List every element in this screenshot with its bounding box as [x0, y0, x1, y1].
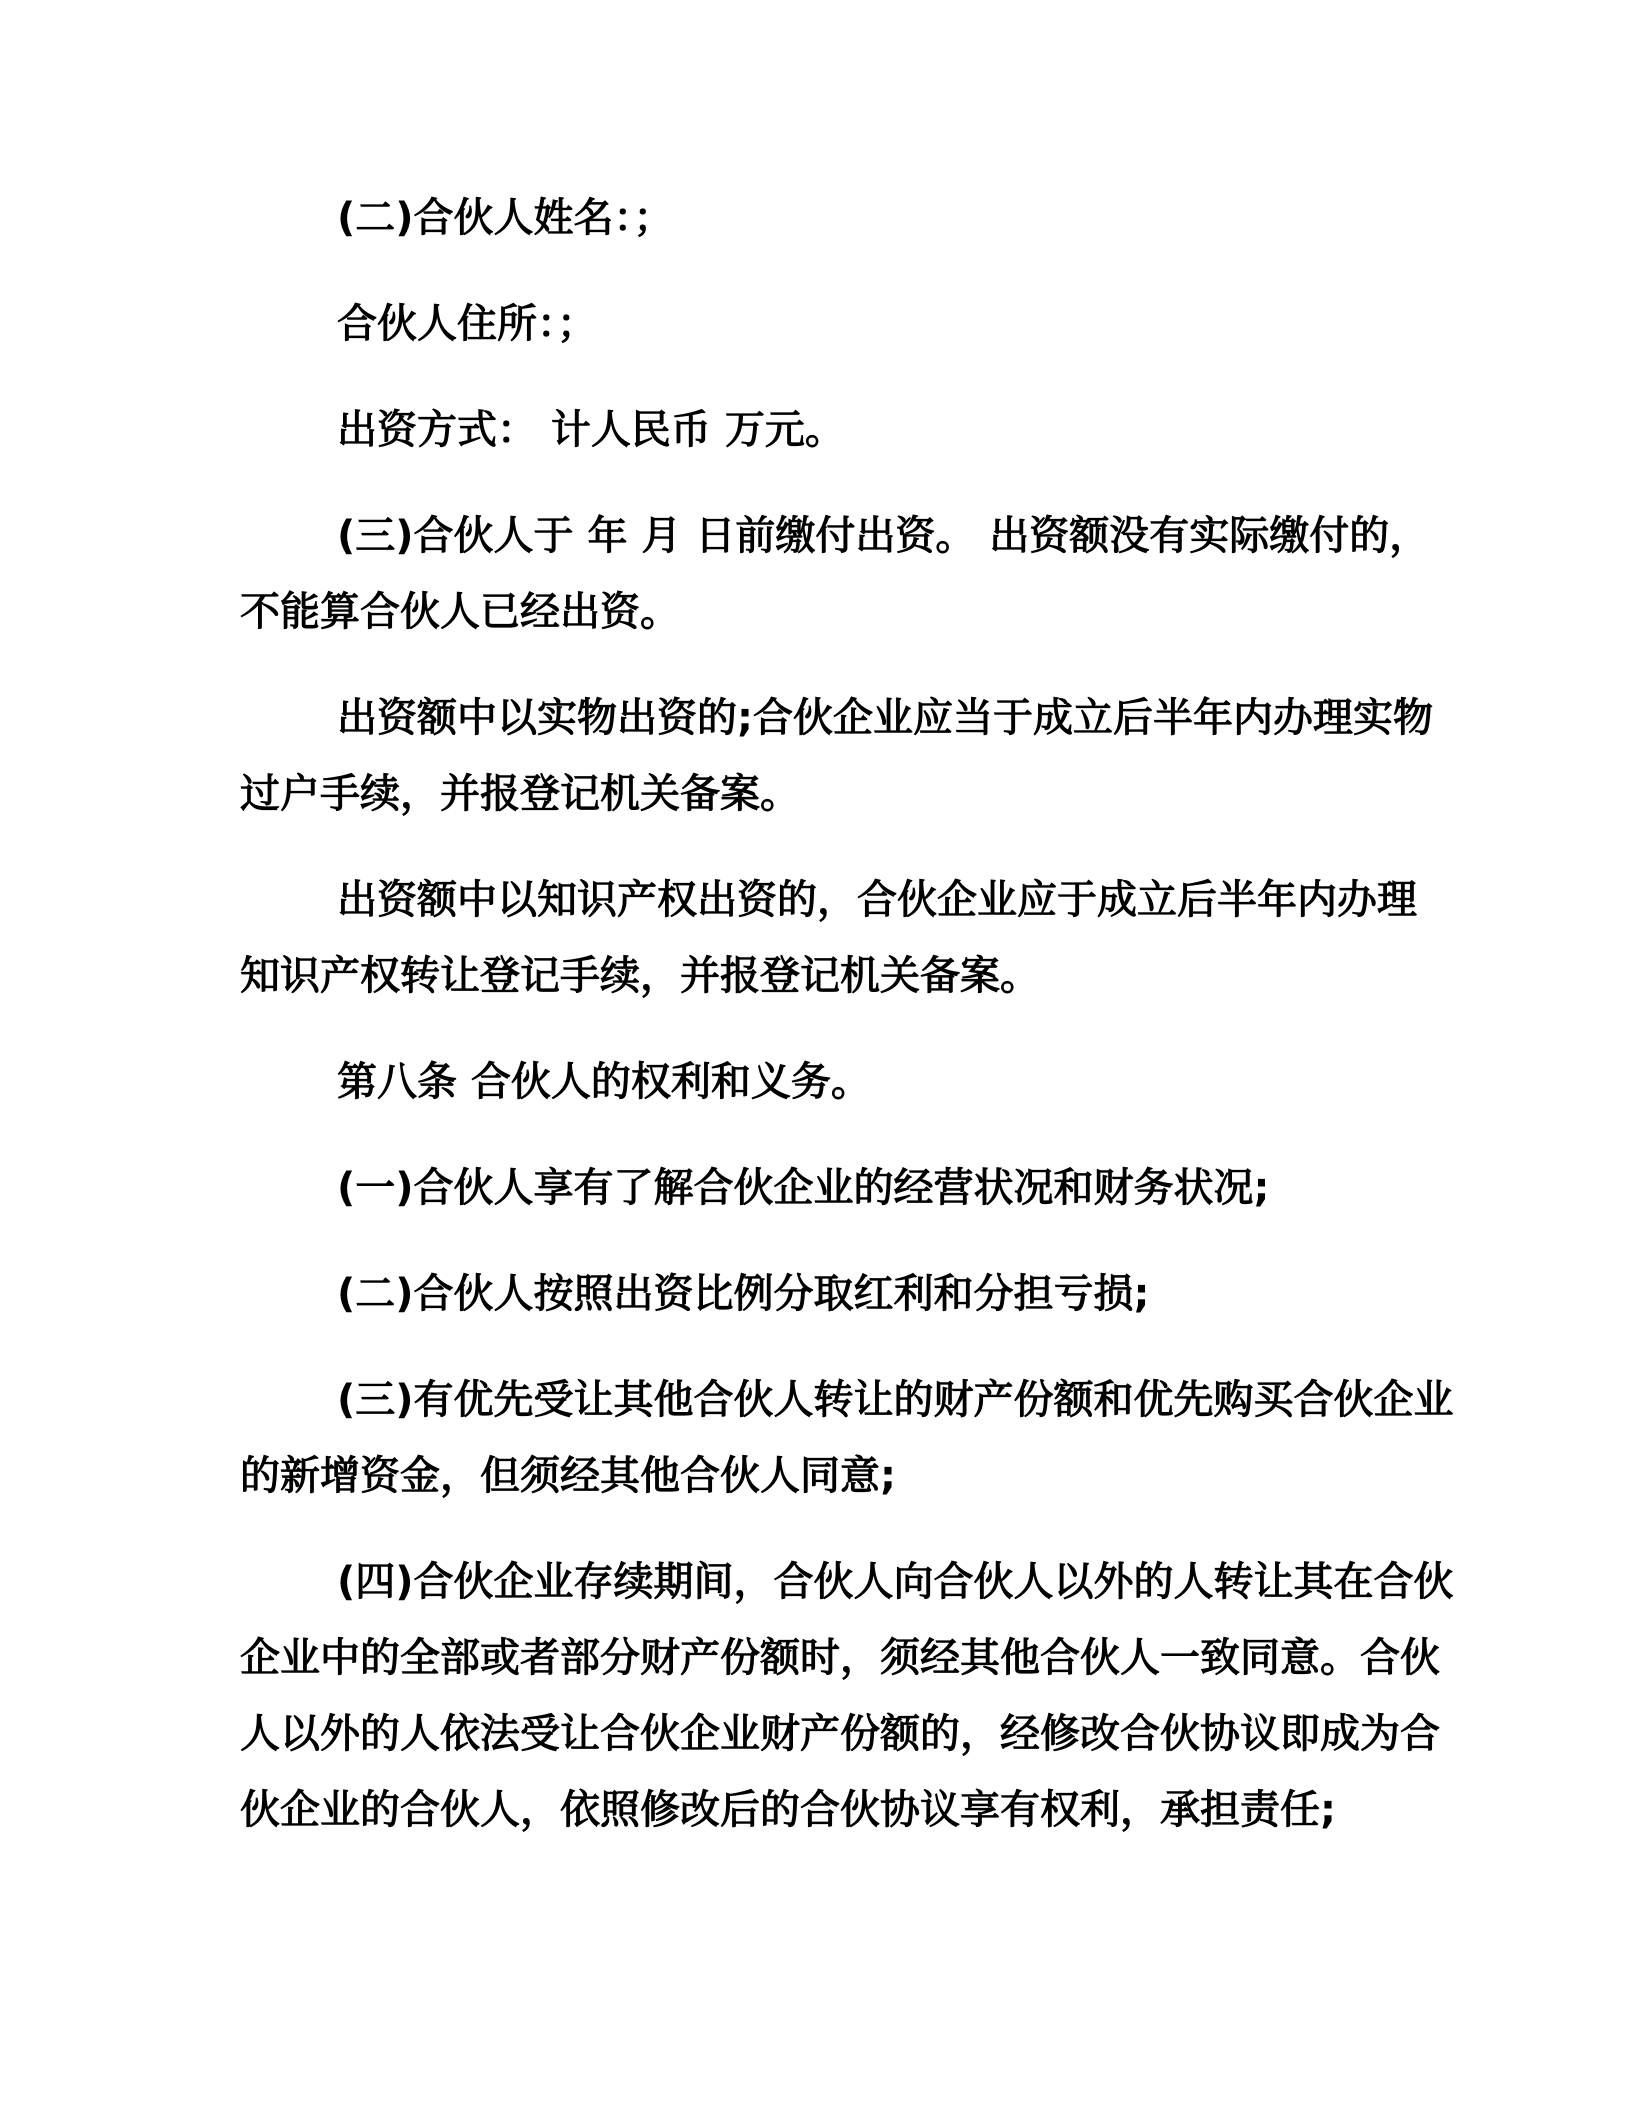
paragraph-11: (四)合伙企业存续期间，合伙人向合伙人以外的人转让其在合伙企业中的全部或者部分财产份额时，须经其他合伙人一致同意。合伙人以外的人依法受让合伙企业财产份额的，经修改合伙协议即成为合伙企业的合伙人，依照修改后的合伙协议享有权利，承担责任; — [240, 1559, 1454, 1833]
document-text-block — [240, 180, 1456, 1848]
paragraph-6: 出资额中以知识产权出资的，合伙企业应于成立后半年内办理知识产权转让登记手续，并报登记机关备案。 — [240, 877, 1417, 999]
paragraph-3: 出资方式： 计人民币 万元。 — [337, 407, 845, 453]
paragraph-7: 第八条 合伙人的权利和义务。 — [337, 1059, 871, 1105]
paragraph-9: (二)合伙人按照出资比例分取红利和分担亏损; — [337, 1271, 1150, 1317]
paragraph-4: (三)合伙人于 年 月 日前缴付出资。 出资额没有实际缴付的，不能算合伙人已经出资。 — [240, 513, 1430, 635]
paragraph-2: 合伙人住所：； — [337, 301, 597, 347]
paragraph-1: (二)合伙人姓名：； — [337, 195, 674, 241]
paragraph-5: 出资额中以实物出资的;合伙企业应当于成立后半年内办理实物过户手续，并报登记机关备案。 — [240, 695, 1433, 817]
paragraph-8: (一)合伙人享有了解合伙企业的经营状况和财务状况; — [337, 1165, 1270, 1211]
paragraph-10: (三)有优先受让其他合伙人转让的财产份额和优先购买合伙企业的新增资金，但须经其他合伙人同意; — [240, 1377, 1454, 1499]
